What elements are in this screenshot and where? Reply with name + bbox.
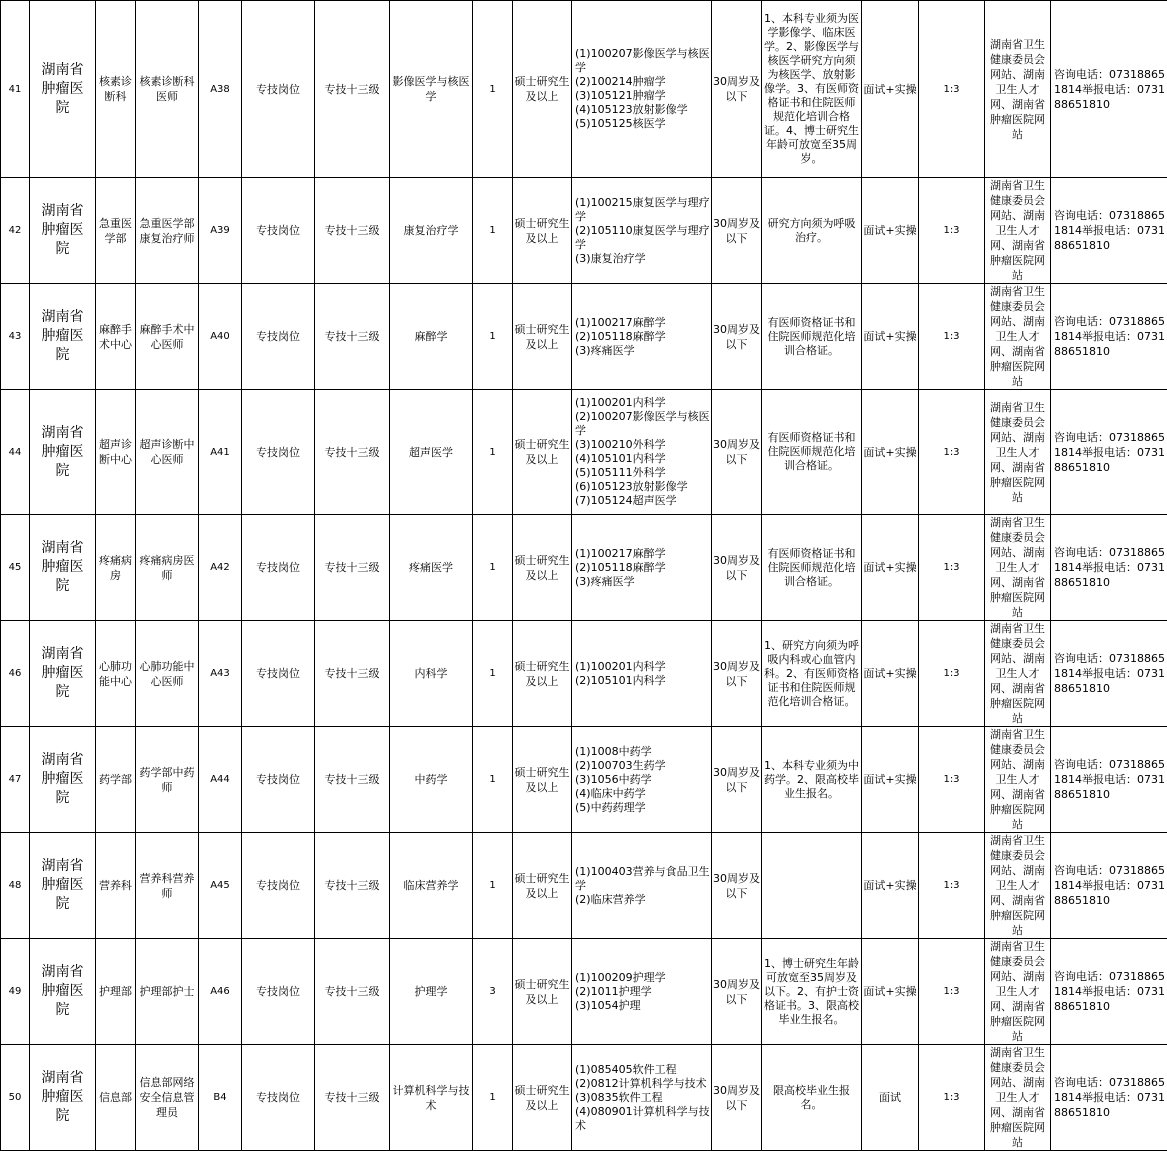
major-item: (3)康复治疗学 (575, 252, 710, 266)
major-item: (1)100209护理学 (575, 971, 710, 985)
other-requirements: 限高校毕业生报名。 (762, 1045, 862, 1151)
contact-info: 咨询电话：073188651814举报电话：073188651810 (1051, 939, 1167, 1045)
hire-count: 1 (473, 284, 513, 390)
position-category: 专技岗位 (242, 284, 315, 390)
exam-ratio: 1:3 (919, 390, 985, 515)
major-item: (1)085405软件工程 (575, 1063, 710, 1077)
major-item: (4)080901计算机科学与技术 (575, 1105, 710, 1133)
position-code: A45 (199, 833, 242, 939)
major-item: (3)疼痛医学 (575, 575, 710, 589)
row-number: 50 (1, 1045, 30, 1151)
position-name: 营养科营养师 (136, 833, 199, 939)
exam-ratio: 1:3 (919, 621, 985, 727)
major-item: (1)100207影像医学与核医学 (575, 47, 710, 75)
table-row (1, 284, 1167, 390)
hire-count: 1 (473, 1045, 513, 1151)
contact-info: 咨询电话：073188651814举报电话：073188651810 (1051, 1, 1167, 178)
employer-name: 湖南省肿瘤医院 (30, 833, 96, 939)
hire-count: 1 (473, 515, 513, 621)
contact-info: 咨询电话：073188651814举报电话：073188651810 (1051, 178, 1167, 284)
exam-ratio: 1:3 (919, 515, 985, 621)
position-level: 专技十三级 (315, 727, 390, 833)
major-item: (1)100201内科学 (575, 396, 710, 410)
table-row (1, 1, 1167, 178)
row-number: 44 (1, 390, 30, 515)
other-requirements: 1、博士研究生年龄可放宽至35周岁及以下。2、有护士资格证书。3、限高校毕业生报名。 (762, 939, 862, 1045)
position-category: 专技岗位 (242, 1, 315, 178)
major-item: (2)1011护理学 (575, 985, 710, 999)
major-item: (3)疼痛医学 (575, 344, 710, 358)
major-item: (2)100703生药学 (575, 759, 710, 773)
table-row (1, 390, 1167, 515)
publish-channels: 湖南省卫生健康委员会网站、湖南卫生人才网、湖南省肿瘤医院网站 (985, 390, 1051, 515)
position-level: 专技十三级 (315, 939, 390, 1045)
publish-channels: 湖南省卫生健康委员会网站、湖南卫生人才网、湖南省肿瘤医院网站 (985, 515, 1051, 621)
position-name: 急重医学部康复治疗师 (136, 178, 199, 284)
education-requirement: 硕士研究生及以上 (513, 833, 572, 939)
major-item: (1)100217麻醉学 (575, 316, 710, 330)
exam-ratio: 1:3 (919, 1, 985, 178)
major-item: (2)105118麻醉学 (575, 561, 710, 575)
major-item: (5)105125核医学 (575, 117, 710, 131)
exam-ratio: 1:3 (919, 939, 985, 1045)
discipline: 护理学 (390, 939, 473, 1045)
position-name: 药学部中药师 (136, 727, 199, 833)
publish-channels: 湖南省卫生健康委员会网站、湖南卫生人才网、湖南省肿瘤医院网站 (985, 621, 1051, 727)
position-name: 心肺功能中心医师 (136, 621, 199, 727)
major-item: (1)100217麻醉学 (575, 547, 710, 561)
table-row (1, 1045, 1167, 1151)
employer-name: 湖南省肿瘤医院 (30, 284, 96, 390)
major-item: (1)1008中药学 (575, 745, 710, 759)
employer-name: 湖南省肿瘤医院 (30, 515, 96, 621)
education-requirement: 硕士研究生及以上 (513, 1, 572, 178)
position-category: 专技岗位 (242, 939, 315, 1045)
major-item: (3)1056中药学 (575, 773, 710, 787)
major-item: (3)100210外科学 (575, 438, 710, 452)
employer-name: 湖南省肿瘤医院 (30, 939, 96, 1045)
exam-method: 面试+实操 (862, 390, 919, 515)
major-item: (1)100201内科学 (575, 660, 710, 674)
education-requirement: 硕士研究生及以上 (513, 178, 572, 284)
discipline: 超声医学 (390, 390, 473, 515)
position-level: 专技十三级 (315, 284, 390, 390)
education-requirement: 硕士研究生及以上 (513, 1045, 572, 1151)
exam-ratio: 1:3 (919, 727, 985, 833)
discipline: 内科学 (390, 621, 473, 727)
major-item: (4)105101内科学 (575, 452, 710, 466)
discipline: 中药学 (390, 727, 473, 833)
other-requirements: 有医师资格证书和住院医师规范化培训合格证。 (762, 390, 862, 515)
contact-info: 咨询电话：073188651814举报电话：073188651810 (1051, 727, 1167, 833)
exam-method: 面试+实操 (862, 727, 919, 833)
age-requirement: 30周岁及以下 (712, 1045, 762, 1151)
table-row (1, 515, 1167, 621)
employer-name: 湖南省肿瘤医院 (30, 390, 96, 515)
major-list (572, 1045, 712, 1151)
employer-name: 湖南省肿瘤医院 (30, 621, 96, 727)
discipline: 康复治疗学 (390, 178, 473, 284)
other-requirements: 1、研究方向须为呼吸内科或心血管内科。2、有医师资格证书和住院医师规范化培训合格证。 (762, 621, 862, 727)
major-item: (2)105101内科学 (575, 674, 710, 688)
major-list (572, 178, 712, 284)
contact-info: 咨询电话：073188651814举报电话：073188651810 (1051, 515, 1167, 621)
publish-channels: 湖南省卫生健康委员会网站、湖南卫生人才网、湖南省肿瘤医院网站 (985, 178, 1051, 284)
position-code: A40 (199, 284, 242, 390)
major-list (572, 621, 712, 727)
position-category: 专技岗位 (242, 515, 315, 621)
major-item: (2)105110康复医学与理疗学 (575, 224, 710, 252)
age-requirement: 30周岁及以下 (712, 390, 762, 515)
position-level: 专技十三级 (315, 1045, 390, 1151)
publish-channels: 湖南省卫生健康委员会网站、湖南卫生人才网、湖南省肿瘤医院网站 (985, 1, 1051, 178)
major-list (572, 833, 712, 939)
exam-method: 面试+实操 (862, 284, 919, 390)
discipline: 临床营养学 (390, 833, 473, 939)
major-list (572, 727, 712, 833)
department: 麻醉手术中心 (96, 284, 136, 390)
major-item: (4)105123放射影像学 (575, 103, 710, 117)
other-requirements (762, 833, 862, 939)
table-row (1, 939, 1167, 1045)
position-level: 专技十三级 (315, 1, 390, 178)
table-row (1, 621, 1167, 727)
major-item: (2)100214肿瘤学 (575, 75, 710, 89)
hire-count: 1 (473, 1, 513, 178)
department: 护理部 (96, 939, 136, 1045)
publish-channels: 湖南省卫生健康委员会网站、湖南卫生人才网、湖南省肿瘤医院网站 (985, 1045, 1051, 1151)
major-item: (1)100215康复医学与理疗学 (575, 196, 710, 224)
contact-info: 咨询电话：073188651814举报电话：073188651810 (1051, 621, 1167, 727)
publish-channels: 湖南省卫生健康委员会网站、湖南卫生人才网、湖南省肿瘤医院网站 (985, 727, 1051, 833)
row-number: 42 (1, 178, 30, 284)
hire-count: 1 (473, 833, 513, 939)
table-row (1, 833, 1167, 939)
employer-name: 湖南省肿瘤医院 (30, 178, 96, 284)
position-name: 超声诊断中心医师 (136, 390, 199, 515)
position-name: 麻醉手术中心医师 (136, 284, 199, 390)
table-row (1, 727, 1167, 833)
position-level: 专技十三级 (315, 833, 390, 939)
discipline: 麻醉学 (390, 284, 473, 390)
age-requirement: 30周岁及以下 (712, 178, 762, 284)
hire-count: 1 (473, 727, 513, 833)
other-requirements: 有医师资格证书和住院医师规范化培训合格证。 (762, 284, 862, 390)
position-code: A41 (199, 390, 242, 515)
major-item: (7)105124超声医学 (575, 494, 710, 508)
major-item: (4)临床中药学 (575, 787, 710, 801)
department: 核素诊断科 (96, 1, 136, 178)
exam-ratio: 1:3 (919, 284, 985, 390)
row-number: 41 (1, 1, 30, 178)
contact-info: 咨询电话：073188651814举报电话：073188651810 (1051, 833, 1167, 939)
education-requirement: 硕士研究生及以上 (513, 939, 572, 1045)
row-number: 47 (1, 727, 30, 833)
publish-channels: 湖南省卫生健康委员会网站、湖南卫生人才网、湖南省肿瘤医院网站 (985, 833, 1051, 939)
position-category: 专技岗位 (242, 621, 315, 727)
position-name: 核素诊断科医师 (136, 1, 199, 178)
position-code: A38 (199, 1, 242, 178)
discipline: 计算机科学与技术 (390, 1045, 473, 1151)
major-list (572, 284, 712, 390)
row-number: 46 (1, 621, 30, 727)
table-row (1, 178, 1167, 284)
major-item: (3)1054护理 (575, 999, 710, 1013)
other-requirements: 1、本科专业须为医学影像学、临床医学。2、影像医学与核医学研究方向须为核医学、放射影像学。3、有医师资格证书和住院医师规范化培训合格证。4、博士研究生年龄可放宽至35周岁。 (762, 1, 862, 178)
position-level: 专技十三级 (315, 515, 390, 621)
age-requirement: 30周岁及以下 (712, 727, 762, 833)
row-number: 43 (1, 284, 30, 390)
row-number: 48 (1, 833, 30, 939)
age-requirement: 30周岁及以下 (712, 284, 762, 390)
major-item: (3)105121肿瘤学 (575, 89, 710, 103)
age-requirement: 30周岁及以下 (712, 1, 762, 178)
exam-method: 面试+实操 (862, 515, 919, 621)
education-requirement: 硕士研究生及以上 (513, 515, 572, 621)
exam-method: 面试+实操 (862, 939, 919, 1045)
position-code: A46 (199, 939, 242, 1045)
education-requirement: 硕士研究生及以上 (513, 621, 572, 727)
major-item: (6)105123放射影像学 (575, 480, 710, 494)
position-category: 专技岗位 (242, 1045, 315, 1151)
education-requirement: 硕士研究生及以上 (513, 390, 572, 515)
position-category: 专技岗位 (242, 390, 315, 515)
hire-count: 3 (473, 939, 513, 1045)
department: 信息部 (96, 1045, 136, 1151)
row-number: 49 (1, 939, 30, 1045)
position-category: 专技岗位 (242, 178, 315, 284)
hire-count: 1 (473, 390, 513, 515)
other-requirements: 1、本科专业须为中药学。2、限高校毕业生报名。 (762, 727, 862, 833)
position-code: A43 (199, 621, 242, 727)
department: 急重医学部 (96, 178, 136, 284)
age-requirement: 30周岁及以下 (712, 515, 762, 621)
position-name: 信息部网络安全信息管理员 (136, 1045, 199, 1151)
education-requirement: 硕士研究生及以上 (513, 284, 572, 390)
major-item: (2)105118麻醉学 (575, 330, 710, 344)
hire-count: 1 (473, 621, 513, 727)
exam-ratio: 1:3 (919, 178, 985, 284)
other-requirements: 有医师资格证书和住院医师规范化培训合格证。 (762, 515, 862, 621)
major-list (572, 390, 712, 515)
exam-method: 面试+实操 (862, 178, 919, 284)
major-list (572, 515, 712, 621)
major-item: (5)105111外科学 (575, 466, 710, 480)
publish-channels: 湖南省卫生健康委员会网站、湖南卫生人才网、湖南省肿瘤医院网站 (985, 939, 1051, 1045)
hire-count: 1 (473, 178, 513, 284)
position-code: A44 (199, 727, 242, 833)
major-item: (2)100207影像医学与核医学 (575, 410, 710, 438)
department: 疼痛病房 (96, 515, 136, 621)
position-name: 护理部护士 (136, 939, 199, 1045)
position-name: 疼痛病房医师 (136, 515, 199, 621)
position-category: 专技岗位 (242, 833, 315, 939)
major-item: (3)0835软件工程 (575, 1091, 710, 1105)
discipline: 影像医学与核医学 (390, 1, 473, 178)
position-level: 专技十三级 (315, 178, 390, 284)
age-requirement: 30周岁及以下 (712, 621, 762, 727)
department: 超声诊断中心 (96, 390, 136, 515)
department: 心肺功能中心 (96, 621, 136, 727)
exam-ratio: 1:3 (919, 833, 985, 939)
department: 药学部 (96, 727, 136, 833)
exam-method: 面试 (862, 1045, 919, 1151)
publish-channels: 湖南省卫生健康委员会网站、湖南卫生人才网、湖南省肿瘤医院网站 (985, 284, 1051, 390)
position-code: A39 (199, 178, 242, 284)
major-item: (5)中药药理学 (575, 801, 710, 815)
row-number: 45 (1, 515, 30, 621)
employer-name: 湖南省肿瘤医院 (30, 1045, 96, 1151)
exam-ratio: 1:3 (919, 1045, 985, 1151)
major-item: (2)0812计算机科学与技术 (575, 1077, 710, 1091)
discipline: 疼痛医学 (390, 515, 473, 621)
position-category: 专技岗位 (242, 727, 315, 833)
employer-name: 湖南省肿瘤医院 (30, 727, 96, 833)
major-item: (2)临床营养学 (575, 893, 710, 907)
exam-method: 面试+实操 (862, 833, 919, 939)
age-requirement: 30周岁及以下 (712, 833, 762, 939)
contact-info: 咨询电话：073188651814举报电话：073188651810 (1051, 284, 1167, 390)
major-list (572, 1, 712, 178)
department: 营养科 (96, 833, 136, 939)
education-requirement: 硕士研究生及以上 (513, 727, 572, 833)
contact-info: 咨询电话：073188651814举报电话：073188651810 (1051, 390, 1167, 515)
position-code: B4 (199, 1045, 242, 1151)
exam-method: 面试+实操 (862, 621, 919, 727)
position-code: A42 (199, 515, 242, 621)
exam-method: 面试+实操 (862, 1, 919, 178)
position-level: 专技十三级 (315, 621, 390, 727)
other-requirements: 研究方向须为呼吸治疗。 (762, 178, 862, 284)
position-level: 专技十三级 (315, 390, 390, 515)
contact-info: 咨询电话：073188651814举报电话：073188651810 (1051, 1045, 1167, 1151)
age-requirement: 30周岁及以下 (712, 939, 762, 1045)
employer-name: 湖南省肿瘤医院 (30, 1, 96, 178)
major-item: (1)100403营养与食品卫生学 (575, 865, 710, 893)
major-list (572, 939, 712, 1045)
